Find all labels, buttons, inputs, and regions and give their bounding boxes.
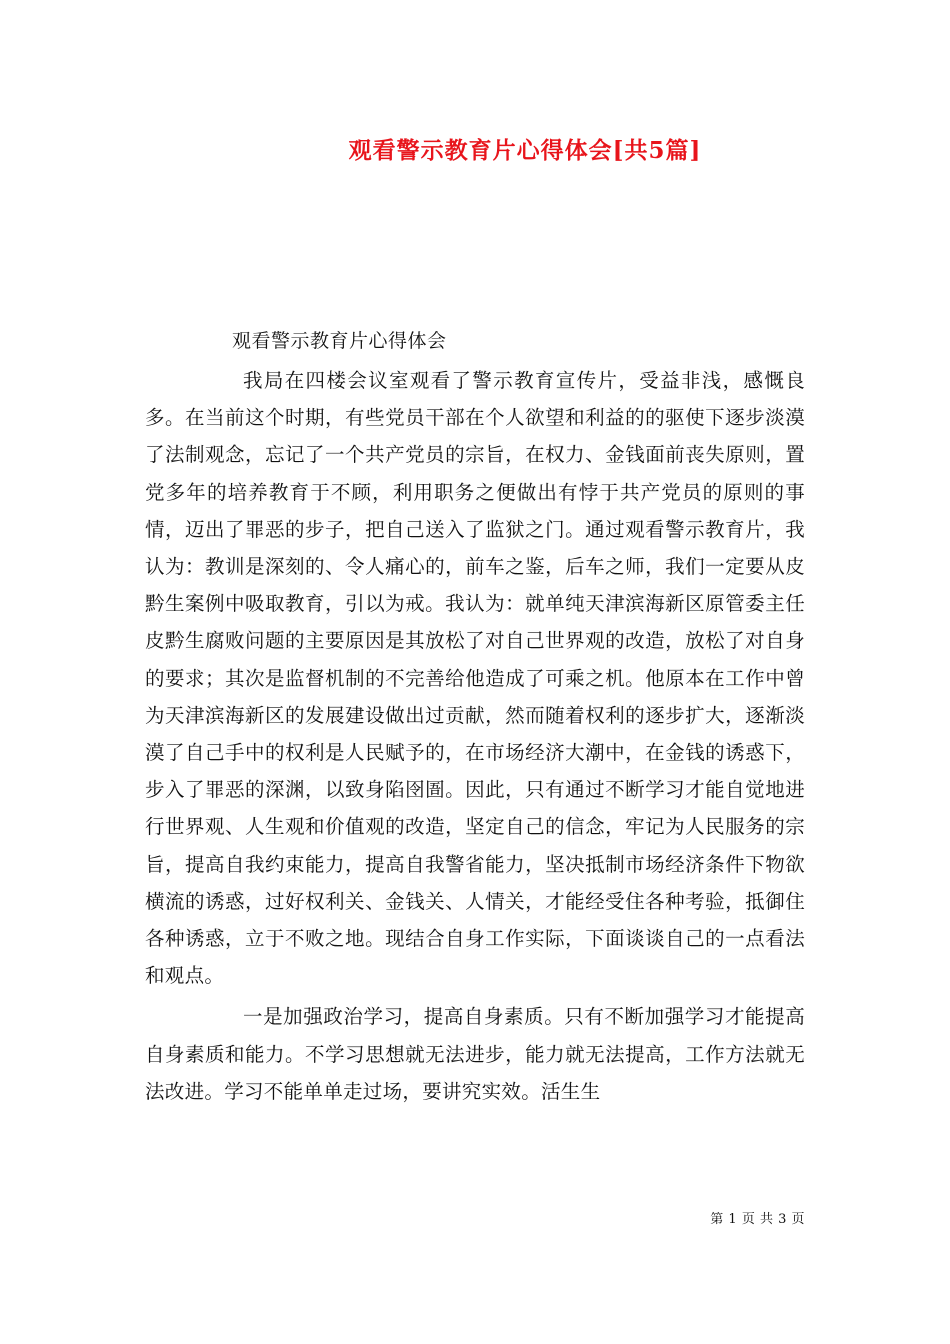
page-number: 第 1 页 共 3 页 [710, 1212, 805, 1227]
document-body [145, 362, 805, 1110]
body-paragraph: 我局在四楼会议室观看了警示教育宣传片，受益非浅，感慨良多。在当前这个时期，有些党员干部在个人欲望和利益的的驱使下逐步淡漠了法制观念，忘记了一个共产党员的宗旨，在权力、金钱面前丧失原则，置党多年的培养教育于不顾，利用职务之便做出有悖于共产党员的原则的事情，迈出了罪恶的步子，把自己送入了监狱之门。通过观看警示教育片，我认为：教训是深刻的、令人痛心的，前车之鉴，后车之师，我们一定要从皮黔生案例中吸取教育，引以为戒。我认为：就单纯天津滨海新区原管委主任皮黔生腐败问题的主要原因是其放松了对自己世界观的改造，放松了对自身的要求；其次是监督机制的不完善给他造成了可乘之机。他原本在工作中曾为天津滨海新区的发展建设做出过贡献，然而随着权利的逐步扩大，逐渐淡漠了自己手中的权利是人民赋予的，在市场经济大潮中，在金钱的诱惑下，步入了罪恶的深渊，以致身陷囹圄。因此，只有通过不断学习才能自觉地进行世界观、人生观和价值观的改造，坚定自己的信念，牢记为人民服务的宗旨，提高自我约束能力，提高自我警省能力，坚决抵制市场经济条件下物欲横流的诱惑，过好权利关、金钱关、人情关，才能经受住各种考验，抵御住各种诱惑，立于不败之地。现结合自身工作实际，下面谈谈自己的一点看法和观点。 [145, 369, 805, 988]
document-title: 观看警示教育片心得体会[共5篇] [348, 137, 702, 164]
body-paragraph: 一是加强政治学习，提高自身素质。只有不断加强学习才能提高自身素质和能力。不学习思想就无法进步，能力就无法提高，工作方法就无法改进。学习不能单单走过场，要讲究实效。活生生 [145, 1005, 805, 1103]
document-subtitle: 观看警示教育片心得体会 [232, 330, 447, 352]
